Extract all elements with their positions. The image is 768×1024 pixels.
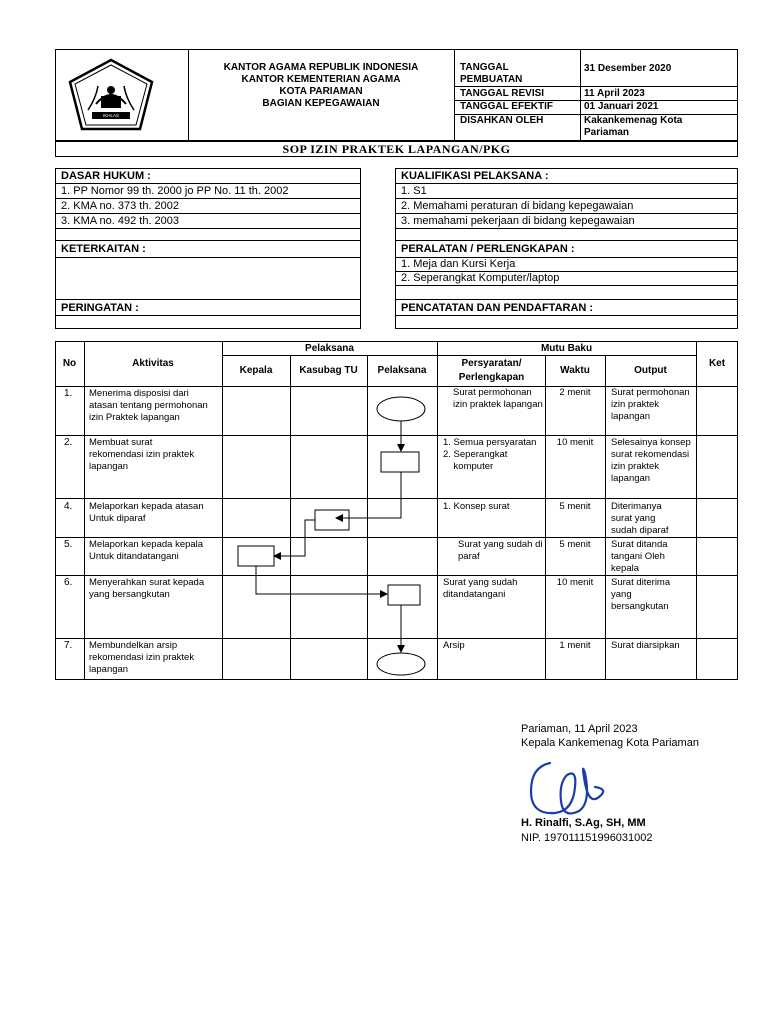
row-3-waktu: 5 menit <box>559 501 591 512</box>
org-line-2: KANTOR KEMENTERIAN AGAMA <box>241 74 401 85</box>
row-5-persyaratan: Surat yang sudah ditandatangani <box>443 577 518 600</box>
header-kasubag: Kasubag TU <box>299 365 358 376</box>
row-3-output: Diterimanya surat yang sudah diparaf <box>611 501 669 536</box>
row-1-output: Surat permohonan izin praktek lapangan <box>611 387 690 422</box>
peralatan-item-1: 1. Meja dan Kursi Kerja <box>401 258 516 270</box>
org-line-4: BAGIAN KEPEGAWAIAN <box>262 98 380 109</box>
row-3-no: 4. <box>64 501 73 512</box>
row-2-persyaratan: 1. Semua persyaratan 2. Seperangkat komputer <box>443 437 537 472</box>
sop-title: SOP IZIN PRAKTEK LAPANGAN/PKG <box>282 142 511 156</box>
signature-position: Kepala Kankemenag Kota Pariaman <box>521 737 699 749</box>
kualifikasi-item-2: 2. Memahami peraturan di bidang kepegawaian <box>401 200 634 212</box>
row-1-persyaratan: Surat permohonan izin praktek lapangan <box>453 387 543 410</box>
row-6-output: Surat diarsipkan <box>611 640 680 651</box>
header-persyaratan: Persyaratan/ Perlengkapan <box>458 358 525 383</box>
row-3-aktivitas: Melaporkan kepada atasan Untuk diparaf <box>89 501 204 524</box>
row-3-persyaratan: 1. Konsep surat <box>443 501 510 512</box>
signature-place-date: Pariaman, 11 April 2023 <box>521 723 638 735</box>
org-line-3: KOTA PARIAMAN <box>279 86 363 97</box>
signature-name: H. Rinalfi, S.Ag, SH, MM <box>521 817 646 829</box>
row-1-no: 1. <box>64 388 73 399</box>
kualifikasi-item-3: 3. memahami pekerjaan di bidang kepegawaian <box>401 215 635 227</box>
signature-nip: NIP. 197011151996031002 <box>521 832 653 844</box>
meta-label-disahkan: DISAHKAN OLEH <box>460 115 544 126</box>
header-ket: Ket <box>708 358 726 369</box>
row-2-no: 2. <box>64 437 73 448</box>
peringatan-title: PERINGATAN : <box>61 302 139 314</box>
peralatan-title: PERALATAN / PERLENGKAPAN : <box>401 243 575 255</box>
dasar-hukum-item-1: 1. PP Nomor 99 th. 2000 jo PP No. 11 th. 2002 <box>61 185 289 197</box>
pencatatan-title: PENCATATAN DAN PENDAFTARAN : <box>401 302 594 314</box>
meta-label-efektif: TANGGAL EFEKTIF <box>460 101 553 112</box>
kualifikasi-item-1: 1. S1 <box>401 185 427 197</box>
header-no: No <box>62 358 77 369</box>
row-6-no: 7. <box>64 640 73 651</box>
header-pelaksana-col: Pelaksana <box>377 365 427 376</box>
dasar-hukum-title: DASAR HUKUM : <box>61 170 151 182</box>
header-pelaksana: Pelaksana <box>305 343 354 354</box>
org-line-1: KANTOR AGAMA REPUBLIK INDONESIA <box>223 62 419 73</box>
row-2-aktivitas: Membuat surat rekomendasi izin praktek lapangan <box>89 437 195 472</box>
row-1-aktivitas: Menerima disposisi dari atasan tentang permohonan izin Praktek lapangan <box>89 388 208 423</box>
dasar-hukum-item-3: 3. KMA no. 492 th. 2003 <box>61 215 180 227</box>
kemenag-logo <box>66 56 156 134</box>
row-6-waktu: 1 menit <box>559 640 591 651</box>
header-waktu: Waktu <box>560 365 590 376</box>
row-4-waktu: 5 menit <box>559 539 591 550</box>
logo-motto: IKHLAS BERAMAL <box>100 113 122 125</box>
header-aktivitas: Aktivitas <box>132 358 174 369</box>
meta-value-disahkan: Kakankemenag Kota Pariaman <box>584 115 683 138</box>
header-output: Output <box>634 365 667 376</box>
kualifikasi-title: KUALIFIKASI PELAKSANA : <box>401 170 549 182</box>
keterkaitan-title: KETERKAITAN : <box>61 243 146 255</box>
header-kepala: Kepala <box>239 365 273 376</box>
row-5-aktivitas: Menyerahkan surat kepada yang bersangkutan <box>89 577 205 600</box>
row-6-persyaratan: Arsip <box>443 640 465 651</box>
row-4-output: Surat ditanda tangani Oleh kepala <box>611 539 668 574</box>
header-mutu-baku: Mutu Baku <box>540 343 593 354</box>
meta-label-revisi: TANGGAL REVISI <box>460 88 545 99</box>
row-2-output: Selesainya konsep surat rekomendasi izin praktek lapangan <box>611 437 691 484</box>
row-2-waktu: 10 menit <box>556 437 594 448</box>
meta-value-pembuatan: 31 Desember 2020 <box>584 63 672 74</box>
meta-label-pembuatan: TANGGAL PEMBUATAN <box>460 62 523 85</box>
row-5-no: 6. <box>64 577 73 588</box>
row-4-aktivitas: Melaporkan kepada kepala Untuk ditandatangani <box>89 539 204 562</box>
row-5-output: Surat diterima yang bersangkutan <box>611 577 671 612</box>
row-6-aktivitas: Membundelkan arsip rekomendasi izin praktek lapangan <box>89 640 195 675</box>
dasar-hukum-item-2: 2. KMA no. 373 th. 2002 <box>61 200 180 212</box>
meta-value-efektif: 01 Januari 2021 <box>584 101 659 112</box>
row-4-no: 5. <box>64 539 73 550</box>
row-5-waktu: 10 menit <box>556 577 594 588</box>
row-1-waktu: 2 menit <box>559 387 591 398</box>
meta-value-revisi: 11 April 2023 <box>584 88 645 99</box>
row-4-persyaratan: Surat yang sudah di paraf <box>458 539 543 562</box>
peralatan-item-2: 2. Seperangkat Komputer/laptop <box>401 272 560 284</box>
